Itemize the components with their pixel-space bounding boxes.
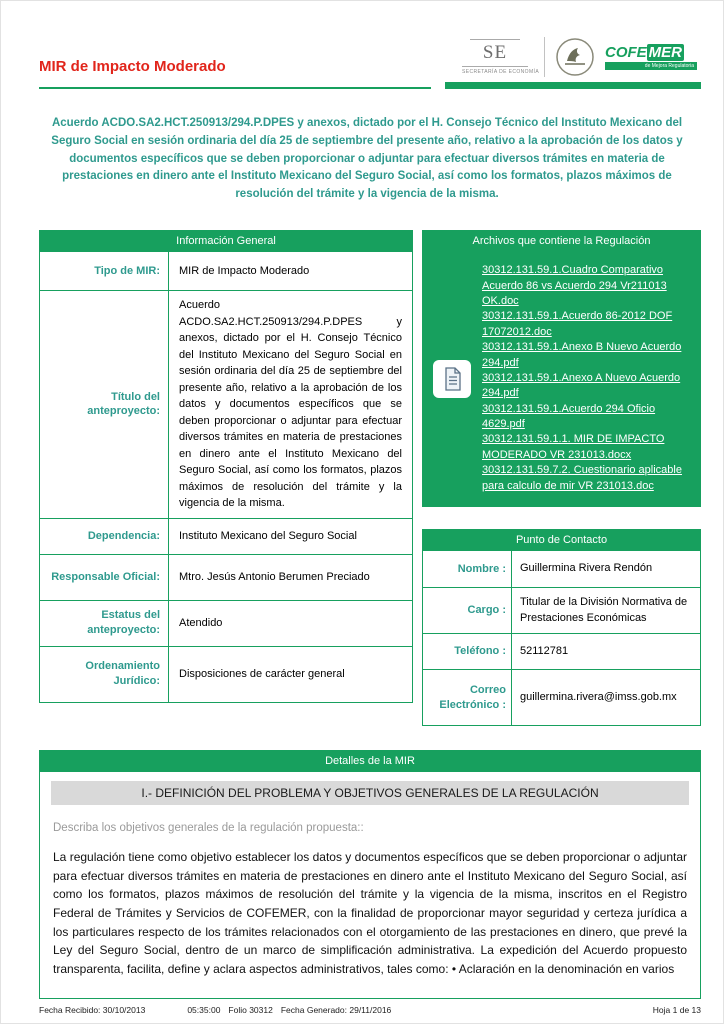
table-row [40,600,412,646]
cofemer-logo-text [605,45,697,60]
detalles-header: Detalles de la MIR [39,750,701,772]
field-value: Acuerdo ACDO.SA2.HCT.250913/294.P.DPES y anexos, dictado por el H. Consejo Técnico del Instituto Mexicano del Seguro Social en sesión ordinaria del día 25 de septiembre del presente año, relativo a la aprobación de los datos y documentos específicos que se deben proporcionar o adjuntar para efectuar diversos trámites en materia de prestaciones en dinero ante el Instituto Mexicano del Seguro Social, así como los formatos, plazos máximos de resolución del trámite y la vigencia de la misma. [168,291,412,518]
file-link[interactable]: 30312.131.59.1.1. MIR DE IMPACTO MODERADO VR 231013.docx [482,433,665,461]
page-title: MIR de Impacto Moderado [39,58,226,75]
table-row [423,551,700,587]
table-row [40,290,412,518]
field-value: Atendido [168,601,412,646]
field-value: 52112781 [511,634,700,669]
archivos-box [422,252,701,507]
mexico-coat-of-arms-icon [555,37,595,77]
info-general-table [39,252,413,703]
file-link[interactable]: 30312.131.59.1.Acuerdo 86-2012 DOF 17072012.doc [482,310,673,338]
field-label: Ordenamiento Jurídico: [85,660,160,688]
cofemer-logo-left: COFE [605,43,647,61]
file-list [482,263,692,494]
info-general-header: Información General [39,230,413,252]
title-wrap [39,58,431,89]
field-label: Cargo : [467,604,506,617]
table-row [40,554,412,600]
question-label: Describa los objetivos generales de la regulación propuesta:: [53,822,364,835]
page-header [39,37,701,89]
page-number: Hoja 1 de 13 [652,1005,701,1015]
field-value: guillermina.rivera@imss.gob.mx [511,670,700,725]
field-value: Disposiciones de carácter general [168,647,412,702]
detalles-box [39,772,701,999]
field-value: Instituto Mexicano del Seguro Social [168,519,412,554]
section-header: I.- DEFINICIÓN DEL PROBLEMA Y OBJETIVOS GENERALES DE LA REGULACIÓN [51,781,689,805]
contacto-header: Punto de Contacto [422,529,701,551]
se-logo-text: SE [482,42,508,63]
se-rule [470,39,520,40]
document-summary: Acuerdo ACDO.SA2.HCT.250913/294.P.DPES y anexos, dictado por el H. Consejo Técnico del Instituto Mexicano del Seguro Social en sesión ordinaria del día 25 de septiembre del presente año, relativo a la aprobación de los datos y documentos específicos que se deben proporcionar o adjuntar para efectuar diversos trámites en materia de prestaciones en dinero ante el Instituto Mexicano del Seguro Social, así como los formatos, plazos máximos de resolución del trámite y la vigencia de la misma. [51,117,683,201]
field-label: Correo Electrónico : [439,684,506,711]
logo-divider [544,37,545,77]
fecha-recibido: Fecha Recibido: 30/10/2013 [39,1005,146,1015]
field-label: Nombre : [457,562,506,575]
se-logo-caption: SECRETARÍA DE ECONOMÍA [462,66,528,75]
folio: Folio 30312 [228,1005,273,1015]
table-row [423,587,700,633]
file-link[interactable]: 30312.131.59.7.2. Cuestionario aplicable para calculo de mir VR 231013.doc [482,464,682,492]
file-icon-wrap [429,359,475,399]
field-label: Título del anteproyecto: [87,390,160,418]
field-value: Mtro. Jesús Antonio Berumen Preciado [168,555,412,600]
file-link[interactable]: 30312.131.59.1.Cuadro Comparativo Acuerdo 86 vs Acuerdo 294 Vr211013 OK.doc [482,264,667,307]
field-label: Tipo de MIR: [94,264,160,277]
page-footer [39,1001,701,1015]
table-row [40,646,412,702]
document-icon [432,359,472,399]
hora: 05:35:00 [187,1005,221,1015]
answer-text: La regulación tiene como objetivo establecer los datos y documentos específicos que se deben proporcionar o adjuntar para efectuar diversos trámites en materia de prestaciones en dinero ante el Instituto Mexicano del Seguro Social, así como los formatos, plazos máximos de resolución del trámite y la vigencia de la misma, inscritos en el Registro Federal de Trámites y Servicios de COFEMER, con la finalidad de proporcionar mayor seguridad y certeza jurídica a los particulares respecto de los trámites relacionados con el otorgamiento de las prestaciones en dinero, que prevé la Ley del Seguro Social, dentro de un marco de simplificación administrativa. La expedición del Acuerdo propuesto transparenta, facilita, define y aclara aspectos administrativos, tales como: • Aclaración en la denominación en varios [53,850,687,976]
table-row [423,669,700,725]
field-label: Estatus del anteproyecto: [87,609,160,637]
logo-row [445,37,701,82]
cofemer-logo-caption: de Mejora Regulatoria [605,62,697,70]
cofemer-logo [605,45,697,70]
se-logo [456,39,540,75]
right-column [422,230,701,726]
table-row [40,252,412,290]
field-value: Titular de la División Normativa de Prestaciones Económicas [511,588,700,633]
file-link[interactable]: 30312.131.59.1.Anexo A Nuevo Acuerdo 294.pdf [482,371,681,400]
fecha-generado: Fecha Generado: 29/11/2016 [280,1005,392,1015]
contacto-table [422,551,701,726]
field-value: Guillermina Rivera Rendón [511,551,700,587]
logo-group [445,37,701,89]
green-rule [445,82,701,89]
table-row [40,518,412,554]
content-columns [39,230,701,726]
cofemer-logo-right: MER [648,43,683,61]
field-label: Dependencia: [87,529,160,542]
field-value: MIR de Impacto Moderado [168,252,412,290]
field-label: Responsable Oficial: [51,570,160,583]
file-link[interactable]: 30312.131.59.1.Acuerdo 294 Oficio 4629.pdf [482,402,656,431]
file-link[interactable]: 30312.131.59.1.Anexo B Nuevo Acuerdo 294.pdf [482,341,682,369]
field-label: Teléfono : [454,645,506,658]
table-row [423,633,700,669]
footer-meta [39,1005,391,1015]
info-general-section [39,230,413,703]
archivos-header: Archivos que contiene la Regulación [422,230,701,252]
